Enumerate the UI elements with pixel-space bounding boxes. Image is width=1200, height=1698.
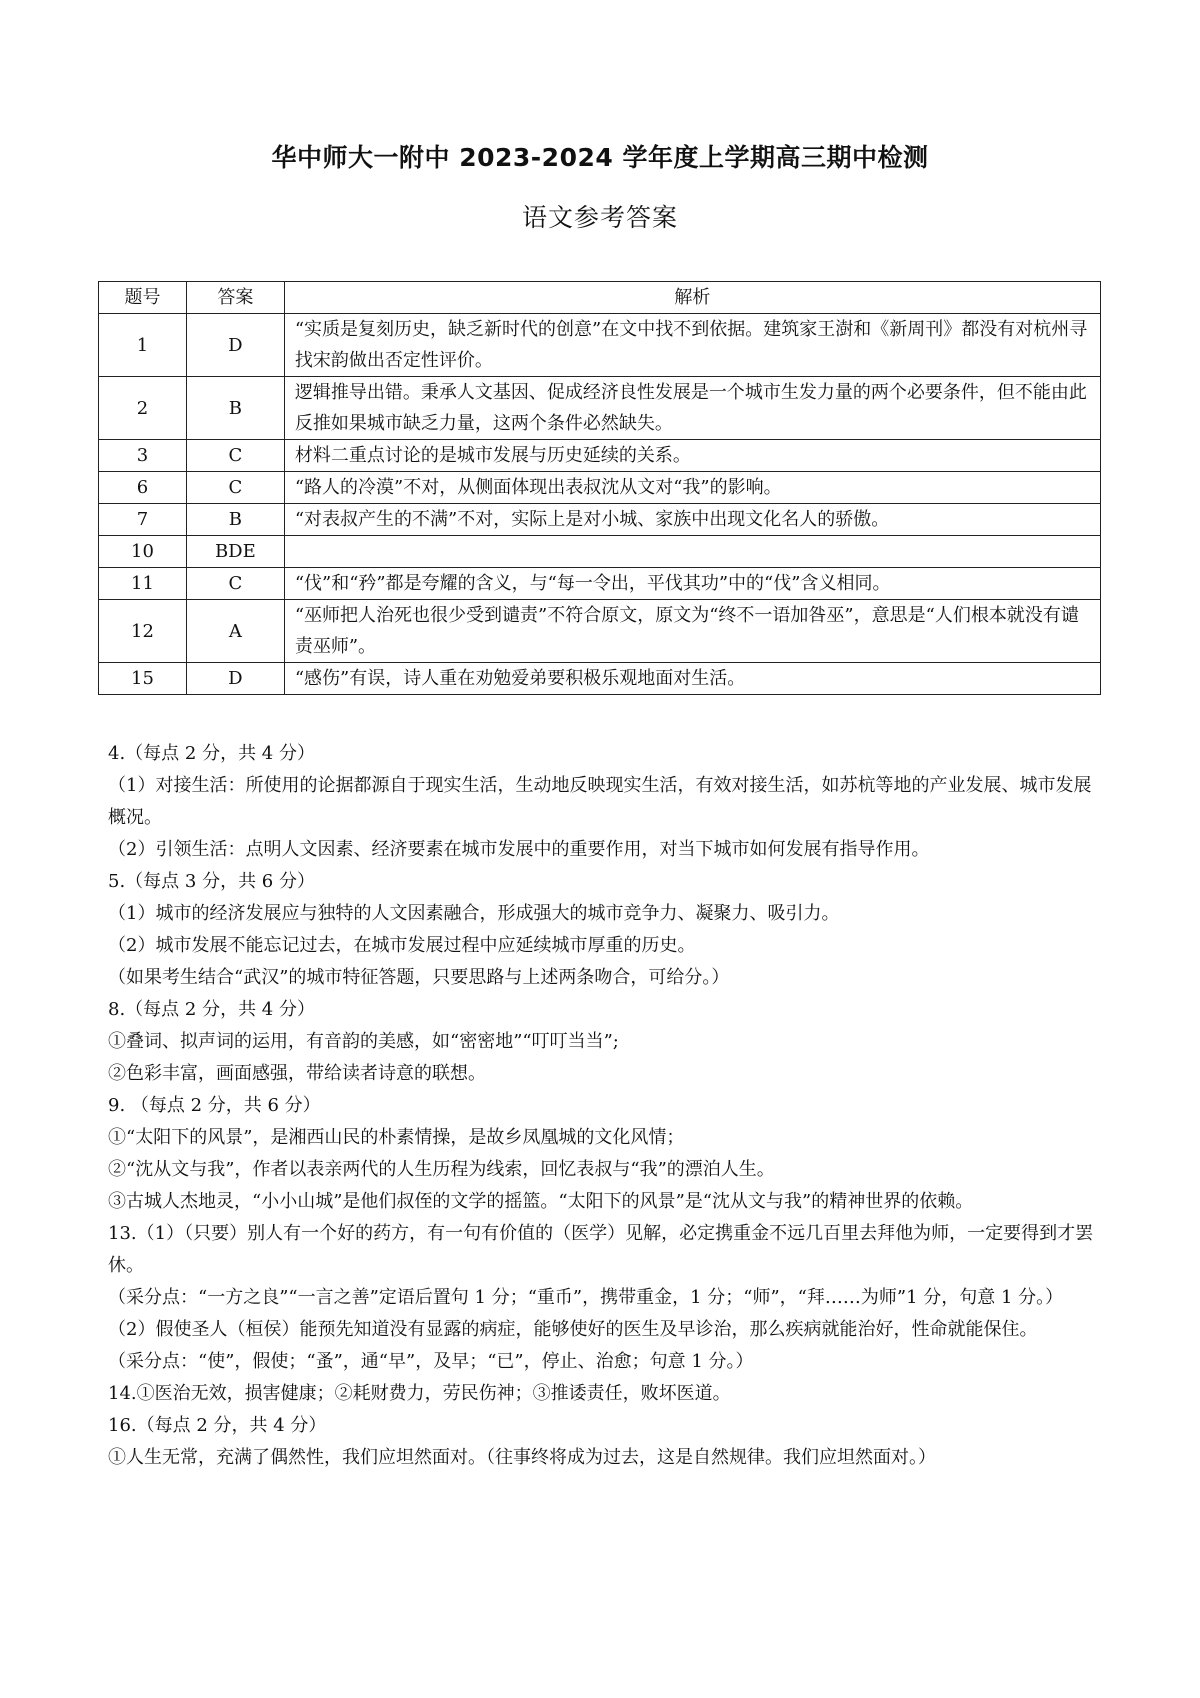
note-paragraph: 13.（1）（只要）别人有一个好的药方，有一句有价值的（医学）见解，必定携重金不远几百里去拜他为师，一定要得到才罢休。 bbox=[108, 1223, 1094, 1276]
note-paragraph: 8.（每点 2 分，共 4 分） bbox=[108, 999, 315, 1020]
note-paragraph: （如果考生结合“武汉”的城市特征答题，只要思路与上述两条吻合，可给分。） bbox=[108, 967, 730, 988]
question-number: 3 bbox=[99, 440, 187, 472]
explanation-cell: 逻辑推导出错。秉承人文基因、促成经济良性发展是一个城市生发力量的两个必要条件，但不能由此反推如果城市缺乏力量，这两个条件必然缺失。 bbox=[284, 377, 1100, 440]
note-paragraph: （采分点：“使”，假使；“蚤”，通“早”，及早；“已”，停止、治愈；句意 1 分。） bbox=[108, 1351, 754, 1372]
explanation-cell: “路人的冷漠”不对，从侧面体现出表叔沈从文对“我”的影响。 bbox=[284, 472, 1100, 504]
note-paragraph: 14.①医治无效，损害健康；②耗财费力，劳民伤神；③推诿责任，败坏医道。 bbox=[108, 1383, 731, 1404]
answer-cell: D bbox=[186, 314, 284, 377]
question-number: 1 bbox=[99, 314, 187, 377]
table-header-row bbox=[99, 282, 1101, 314]
answer-cell: C bbox=[186, 472, 284, 504]
question-number: 2 bbox=[99, 377, 187, 440]
table-row bbox=[99, 440, 1101, 472]
note-paragraph: （2）城市发展不能忘记过去，在城市发展过程中应延续城市厚重的历史。 bbox=[108, 935, 696, 956]
answer-cell: C bbox=[186, 440, 284, 472]
answer-table bbox=[98, 281, 1101, 695]
explanation-cell: “对表叔产生的不满”不对，实际上是对小城、家族中出现文化名人的骄傲。 bbox=[284, 504, 1100, 536]
note-paragraph: ②色彩丰富，画面感强，带给读者诗意的联想。 bbox=[108, 1063, 486, 1084]
note-paragraph: 16.（每点 2 分，共 4 分） bbox=[108, 1415, 327, 1436]
explanation-cell: “实质是复刻历史，缺乏新时代的创意”在文中找不到依据。建筑家王澍和《新周刊》都没有对杭州寻找宋韵做出否定性评价。 bbox=[284, 314, 1100, 377]
note-paragraph: （2）引领生活：点明人文因素、经济要素在城市发展中的重要作用，对当下城市如何发展有指导作用。 bbox=[108, 839, 930, 860]
note-paragraph: ③古城人杰地灵，“小小山城”是他们叔侄的文学的摇篮。“太阳下的风景”是“沈从文与我”的精神世界的依赖。 bbox=[108, 1191, 974, 1212]
answer-cell: B bbox=[186, 377, 284, 440]
explanation-cell: “伐”和“矜”都是夸耀的含义，与“每一令出，平伐其功”中的“伐”含义相同。 bbox=[284, 568, 1100, 600]
explanation-cell bbox=[284, 536, 1100, 568]
column-header-number: 题号 bbox=[99, 282, 187, 314]
note-paragraph: ②“沈从文与我”，作者以表亲两代的人生历程为线索，回忆表叔与“我”的漂泊人生。 bbox=[108, 1159, 775, 1180]
question-number: 10 bbox=[99, 536, 187, 568]
question-number: 12 bbox=[99, 600, 187, 663]
page-title: 华中师大一附中 2023-2024 学年度上学期高三期中检测 bbox=[271, 143, 929, 172]
table-row bbox=[99, 536, 1101, 568]
answer-cell: BDE bbox=[186, 536, 284, 568]
answer-cell: A bbox=[186, 600, 284, 663]
note-paragraph: ①人生无常，充满了偶然性，我们应坦然面对。（往事终将成为过去，这是自然规律。我们应坦然面对。） bbox=[108, 1447, 936, 1468]
note-paragraph: （2）假使圣人（桓侯）能预先知道没有显露的病症，能够使好的医生及早诊治，那么疾病就能治好，性命就能保住。 bbox=[108, 1319, 1038, 1340]
table-row bbox=[99, 314, 1101, 377]
question-number: 15 bbox=[99, 663, 187, 695]
note-paragraph: ①叠词、拟声词的运用，有音韵的美感，如“密密地”“叮叮当当”; bbox=[108, 1031, 619, 1052]
answer-notes bbox=[108, 738, 1100, 1474]
table-row bbox=[99, 568, 1101, 600]
note-paragraph: ①“太阳下的风景”，是湘西山民的朴素情操，是故乡凤凰城的文化风情； bbox=[108, 1127, 685, 1148]
answer-cell: C bbox=[186, 568, 284, 600]
column-header-answer: 答案 bbox=[186, 282, 284, 314]
explanation-cell: “巫师把人治死也很少受到谴责”不符合原文，原文为“终不一语加咎巫”，意思是“人们根本就没有谴责巫师”。 bbox=[284, 600, 1100, 663]
question-number: 6 bbox=[99, 472, 187, 504]
table-row bbox=[99, 504, 1101, 536]
table-row bbox=[99, 472, 1101, 504]
question-number: 11 bbox=[99, 568, 187, 600]
answer-cell: D bbox=[186, 663, 284, 695]
table-row bbox=[99, 600, 1101, 663]
column-header-explanation: 解析 bbox=[284, 282, 1100, 314]
table-row bbox=[99, 377, 1101, 440]
question-number: 7 bbox=[99, 504, 187, 536]
note-paragraph: （采分点：“一方之良”“一言之善”定语后置句 1 分；“重币”，携带重金，1 分；“师”，“拜……为师”1 分，句意 1 分。） bbox=[108, 1287, 1064, 1308]
note-paragraph: 9. （每点 2 分，共 6 分） bbox=[108, 1095, 321, 1116]
answer-cell: B bbox=[186, 504, 284, 536]
note-paragraph: （1）对接生活：所使用的论据都源自于现实生活，生动地反映现实生活，有效对接生活，如苏杭等地的产业发展、城市发展概况。 bbox=[108, 775, 1092, 828]
table-row bbox=[99, 663, 1101, 695]
note-paragraph: 4.（每点 2 分，共 4 分） bbox=[108, 743, 315, 764]
page-subtitle: 语文参考答案 bbox=[521, 203, 678, 232]
note-paragraph: （1）城市的经济发展应与独特的人文因素融合，形成强大的城市竞争力、凝聚力、吸引力。 bbox=[108, 903, 840, 924]
note-paragraph: 5.（每点 3 分，共 6 分） bbox=[108, 871, 315, 892]
explanation-cell: 材料二重点讨论的是城市发展与历史延续的关系。 bbox=[284, 440, 1100, 472]
explanation-cell: “感伤”有误，诗人重在劝勉爱弟要积极乐观地面对生活。 bbox=[284, 663, 1100, 695]
